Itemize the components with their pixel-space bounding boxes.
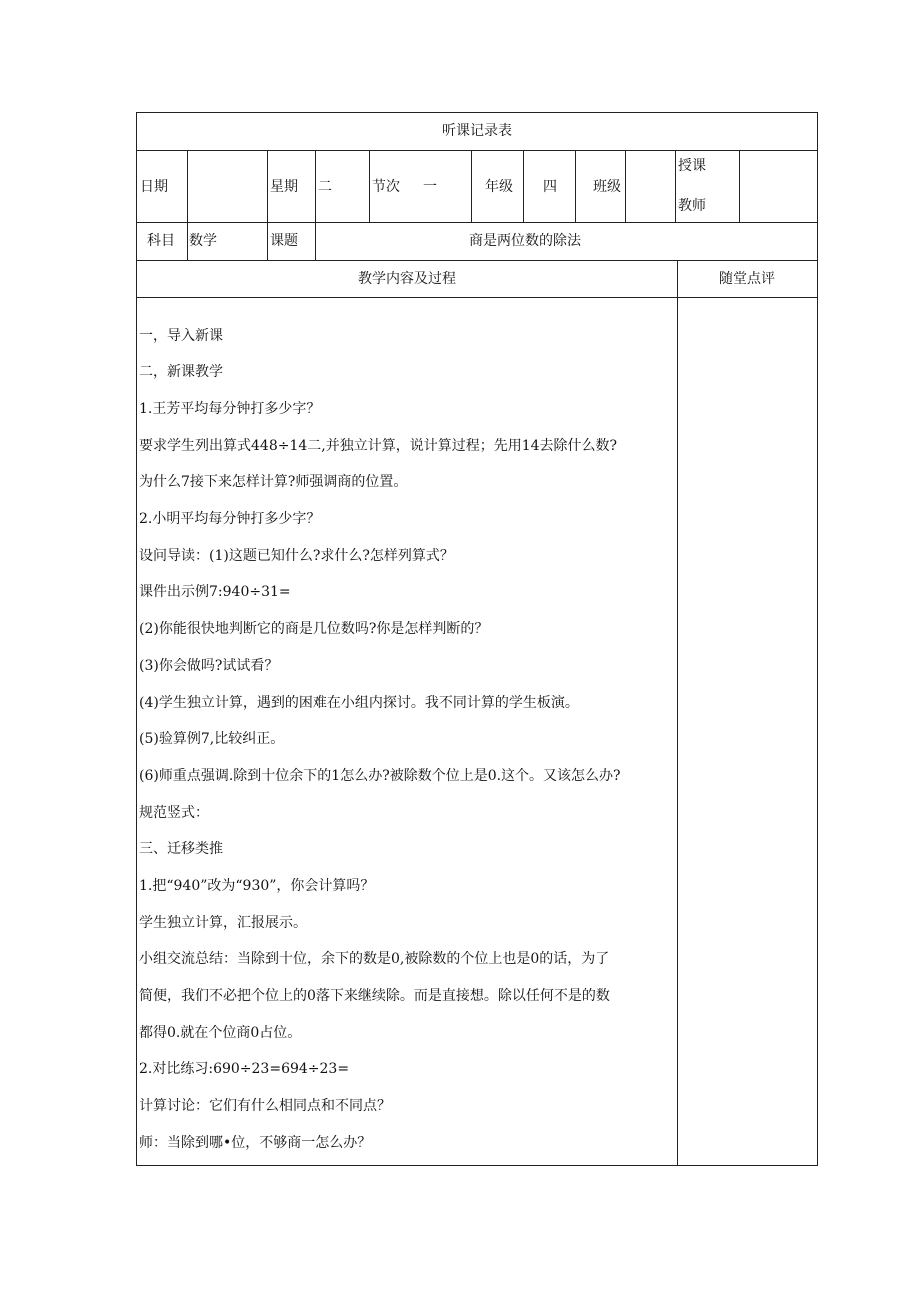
col-divider bbox=[523, 150, 524, 222]
content-line: 都得0.就在个位商0占位。 bbox=[139, 1025, 302, 1041]
content-line: (6)师重点强调.除到十位余下的1怎么办?被除数个位上是0.这个。又该怎么办? bbox=[139, 768, 621, 784]
row-divider bbox=[137, 297, 817, 298]
col-divider bbox=[315, 222, 316, 260]
col-divider bbox=[625, 150, 626, 222]
col-divider bbox=[677, 260, 678, 1165]
content-line: 简便，我们不必把个位上的0落下来继续除。而是直接想。除以任何不是的数 bbox=[139, 988, 610, 1004]
content-line: (5)验算例7,比较纠正。 bbox=[139, 731, 285, 747]
row-divider bbox=[137, 150, 817, 151]
content-line: 规范竖式： bbox=[139, 805, 209, 821]
row-divider bbox=[137, 260, 817, 261]
col-divider bbox=[187, 150, 188, 222]
row-divider bbox=[137, 222, 817, 223]
table-title: 听课记录表 bbox=[442, 123, 512, 139]
content-line: (2)你能很快地判断它的商是几位数吗?你是怎样判断的？ bbox=[139, 621, 489, 637]
content-line: 计算讨论：它们有什么相同点和不同点？ bbox=[139, 1098, 391, 1114]
subject-value: 数学 bbox=[189, 233, 217, 249]
col-divider bbox=[471, 150, 472, 222]
content-line: (3)你会做吗?试试看？ bbox=[139, 658, 279, 674]
content-line: 课件出示例7:940÷31= bbox=[139, 584, 291, 600]
content-line: 师：当除到哪•位，不够商一怎么办？ bbox=[139, 1135, 372, 1151]
content-line: (4)学生独立计算，遇到的困难在小组内探讨。我不同计算的学生板演。 bbox=[139, 695, 579, 711]
content-line: 要求学生列出算式448÷14二,并独立计算，说计算过程；先用14去除什么数? bbox=[139, 438, 618, 454]
subject-label: 科目 bbox=[147, 233, 175, 249]
content-line: 2.小明平均每分钟打多少字？ bbox=[139, 511, 321, 527]
content-line: 一，导入新课 bbox=[139, 328, 223, 344]
comments-header: 随堂点评 bbox=[719, 271, 775, 287]
col-divider bbox=[267, 150, 268, 222]
col-divider bbox=[187, 222, 188, 260]
col-divider bbox=[575, 150, 576, 222]
grade-value: 四 bbox=[543, 179, 557, 195]
weekday-label: 星期 bbox=[270, 179, 298, 195]
col-divider bbox=[267, 222, 268, 260]
col-divider bbox=[369, 150, 370, 222]
content-line: 三、迁移类推 bbox=[139, 841, 223, 857]
topic-value: 商是两位数的除法 bbox=[469, 233, 581, 249]
content-line: 学生独立计算，汇报展示。 bbox=[139, 915, 307, 931]
content-line: 2.对比练习:690÷23=694÷23= bbox=[139, 1061, 350, 1077]
content-line: 1.把“940”改为“930”，你会计算吗？ bbox=[139, 878, 375, 894]
content-line: 1.王芳平均每分钟打多少字？ bbox=[139, 401, 321, 417]
grade-label: 年级 bbox=[485, 179, 513, 195]
class-label: 班级 bbox=[593, 179, 621, 195]
lecture-record-table bbox=[136, 112, 818, 1166]
content-line: 为什么7接下来怎样计算?师强调商的位置。 bbox=[139, 474, 408, 490]
col-divider bbox=[739, 150, 740, 222]
teacher-label-line2: 教师 bbox=[678, 198, 706, 214]
weekday-value: 二 bbox=[318, 179, 332, 195]
content-line: 二，新课教学 bbox=[139, 364, 223, 380]
content-line: 设问导读：(1)这题已知什么?求什么?怎样列算式？ bbox=[139, 548, 454, 564]
teacher-label-line1: 授课 bbox=[678, 158, 706, 174]
topic-label: 课题 bbox=[270, 233, 298, 249]
content-line: 小组交流总结：当除到十位，余下的数是0,被除数的个位上也是0的话，为了 bbox=[139, 951, 610, 967]
period-label: 节次 bbox=[372, 179, 400, 195]
col-divider bbox=[315, 150, 316, 222]
period-value: 一 bbox=[423, 179, 437, 195]
col-divider bbox=[675, 150, 676, 222]
date-label: 日期 bbox=[140, 179, 168, 195]
content-header: 教学内容及过程 bbox=[358, 271, 456, 287]
